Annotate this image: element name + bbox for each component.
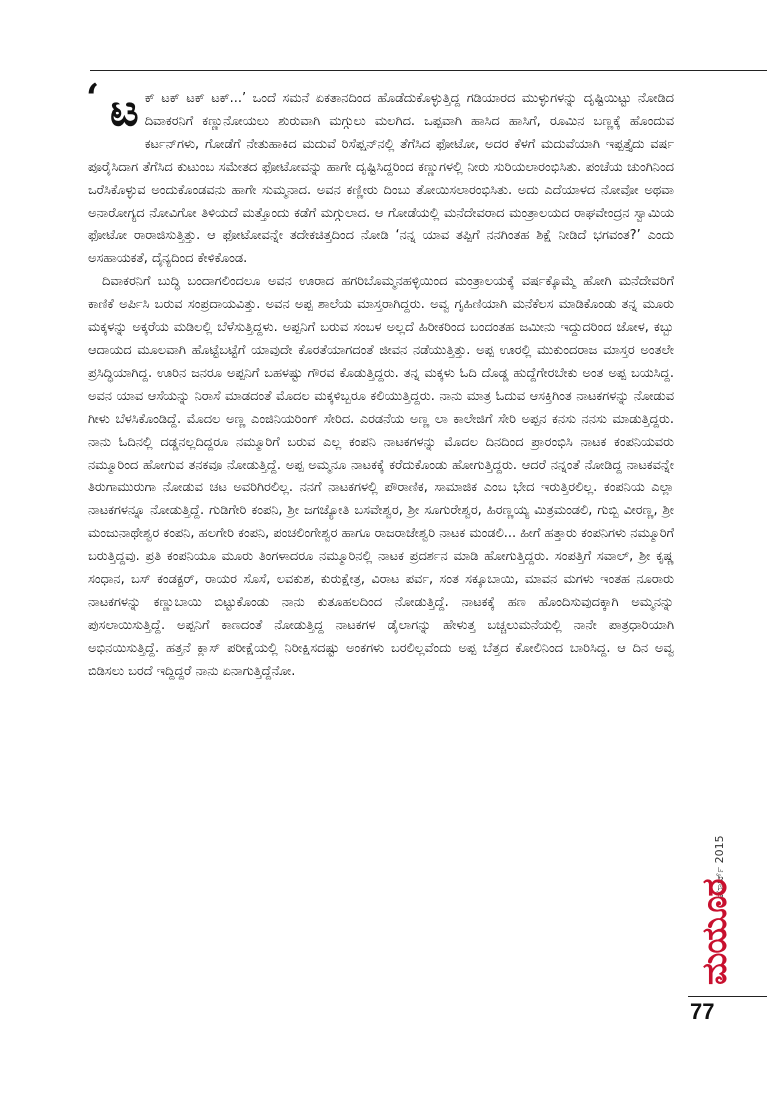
article-paragraph-1 [86,75,674,271]
article-paragraph-2: ದಿವಾಕರನಿಗೆ ಬುದ್ಧಿ ಬಂದಾಗಲಿಂದಲೂ ಅವನ ಊರಾದ ಹಗರಿಬೊಮ್ಮನಹಳ್ಳಿಯಿಂದ ಮಂತ್ರಾಲಯಕ್ಕೆ ವರ್ಷಕ್ಕೊಮ್ಮೆ ಹೋಗಿ ಮನೆದೇವರಿಗೆ ಕಾಣಿಕೆ ಅರ್ಪಿಸಿ ಬರುವ ಸಂಪ್ರದಾಯವಿತ್ತು. ಅವನ ಅಪ್ಪ ಶಾಲೆಯ ಮಾಸ್ತರಾಗಿದ್ದರು. ಅವ್ವ ಗೃಹಿಣಿಯಾಗಿ ಮನೆಕೆಲಸ ಮಾಡಿಕೊಂಡು ತನ್ನ ಮೂರು ಮಕ್ಕಳನ್ನು ಅಕ್ಕರೆಯ ಮಡಿಲಲ್ಲಿ ಬೆಳೆಸುತ್ತಿದ್ದಳು. ಅಪ್ಪನಿಗೆ ಬರುವ ಸಂಬಳ ಅಲ್ಲದೆ ಹಿರೀಕರಿಂದ ಬಂದಂತಹ ಜಮೀನು ಇದ್ದುದರಿಂದ ಜೋಳ, ಕಬ್ಬು ಆದಾಯದ ಮೂಲವಾಗಿ ಹೊಟ್ಟೆಬಟ್ಟೆಗೆ ಯಾವುದೇ ಕೊರತೆಯಾಗದಂತೆ ಜೀವನ ನಡೆಯುತ್ತಿತ್ತು. ಅಪ್ಪ ಊರಲ್ಲಿ ಮುಕುಂದರಾಜ ಮಾಸ್ತರ ಅಂತಲೇ ಪ್ರಸಿದ್ಧಿಯಾಗಿದ್ದ. ಊರಿನ ಜನರೂ ಅಪ್ಪನಿಗೆ ಬಹಳಷ್ಟು ಗೌರವ ಕೊಡುತ್ತಿದ್ದರು. ತನ್ನ ಮಕ್ಕಳು ಓದಿ ದೊಡ್ಡ ಹುದ್ದೆಗೇರಬೇಕು ಅಂತ ಅಪ್ಪ ಬಯಸಿದ್ದ. ಅವನ ಯಾವ ಆಸೆಯನ್ನು ನಿರಾಸೆ ಮಾಡದಂತೆ ಮೊದಲ ಮಕ್ಕಳಿಬ್ಬರೂ ಕಲಿಯುತ್ತಿದ್ದರು. ನಾನು ಮಾತ್ರ ಓದುವ ಆಸಕ್ತಿಗಿಂತ ನಾಟಕಗಳನ್ನು ನೋಡುವ ಗೀಳು ಬೆಳಸಿಕೊಂಡಿದ್ದೆ. ಮೊದಲ ಅಣ್ಣ ಎಂಜಿನಿಯರಿಂಗ್ ಸೇರಿದ. ಎರಡನೆಯ ಅಣ್ಣ ಲಾ ಕಾಲೇಜಿಗೆ ಸೇರಿ ಅಪ್ಪನ ಕನಸು ನನಸು ಮಾಡುತ್ತಿದ್ದರು. ನಾನು ಓದಿನಲ್ಲಿ ದಡ್ಡನಲ್ಲದಿದ್ದರೂ ನಮ್ಮೂರಿಗೆ ಬರುವ ಎಲ್ಲ ಕಂಪನಿ ನಾಟಕಗಳನ್ನು ಮೊದಲ ದಿನದಿಂದ ಪ್ರಾರಂಭಿಸಿ ನಾಟಕ ಕಂಪನಿಯವರು ನಮ್ಮೂರಿಂದ ಹೋಗುವ ತನಕವೂ ನೋಡುತ್ತಿದ್ದೆ. ಅಪ್ಪ ಅಮ್ಮನೂ ನಾಟಕಕ್ಕೆ ಕರೆದುಕೊಂಡು ಹೋಗುತ್ತಿದ್ದರು. ಆದರೆ ನನ್ನಂತೆ ನೋಡಿದ್ದ ನಾಟಕವನ್ನೇ ತಿರುಗಾಮುರುಗಾ ನೋಡುವ ಚಟ ಅವರಿಗಿರಲಿಲ್ಲ. ನನಗೆ ನಾಟಕಗಳಲ್ಲಿ ಪೌರಾಣಿಕ, ಸಾಮಾಜಿಕ ಎಂಬ ಭೇದ ಇರುತ್ತಿರಲಿಲ್ಲ. ಕಂಪನಿಯ ಎಲ್ಲಾ ನಾಟಕಗಳನ್ನೂ ನೋಡುತ್ತಿದ್ದೆ. ಗುಡಿಗೇರಿ ಕಂಪನಿ, ಶ್ರೀ ಜಗಜ್ಯೋತಿ ಬಸವೇಶ್ವರ, ಶ್ರೀ ಸೂಗುರೇಶ್ವರ, ಹಿರಣ್ಣಯ್ಯ ಮಿತ್ರಮಂಡಲಿ, ಗುಬ್ಬಿ ವೀರಣ್ಣ, ಶ್ರೀ ಮಂಜುನಾಥೇಶ್ವರ ಕಂಪನಿ, ಹಲಗೇರಿ ಕಂಪನಿ, ಪಂಚಲಿಂಗೇಶ್ವರ ಹಾಗೂ ರಾಜರಾಜೇಶ್ವರಿ ನಾಟಕ ಮಂಡಲಿ... ಹೀಗೆ ಹತ್ತಾರು ಕಂಪನಿಗಳು ನಮ್ಮೂರಿಗೆ ಬರುತ್ತಿದ್ದವು. ಪ್ರತಿ ಕಂಪನಿಯೂ ಮೂರು ತಿಂಗಳಾದರೂ ನಮ್ಮೂರಿನಲ್ಲಿ ನಾಟಕ ಪ್ರದರ್ಶನ ಮಾಡಿ ಹೋಗುತ್ತಿದ್ದರು. ಸಂಪತ್ತಿಗೆ ಸವಾಲ್, ಶ್ರೀ ಕೃಷ್ಣ ಸಂಧಾನ, ಬಸ್ ಕಂಡಕ್ಟರ್, ರಾಯರ ಸೊಸೆ, ಲವಕುಶ, ಕುರುಕ್ಷೇತ್ರ, ವಿರಾಟ ಪರ್ವ, ಸಂತ ಸಕ್ಕೂಬಾಯಿ, ಮಾವನ ಮಗಳು ಇಂತಹ ನೂರಾರು ನಾಟಕಗಳನ್ನು ಕಣ್ಣುಬಾಯಿ ಬಿಟ್ಟುಕೊಂಡು ನಾನು ಕುತೂಹಲದಿಂದ ನೋಡುತ್ತಿದ್ದೆ. ನಾಟಕಕ್ಕೆ ಹಣ ಹೊಂದಿಸುವುದಕ್ಕಾಗಿ ಅಮ್ಮನನ್ನು ಪುಸಲಾಯಿಸುತ್ತಿದ್ದೆ. ಅಪ್ಪನಿಗೆ ಕಾಣದಂತೆ ನೋಡುತ್ತಿದ್ದ ನಾಟಕಗಳ ಡೈಲಾಗನ್ನು ಹೇಳುತ್ತ ಬಚ್ಚಲುಮನೆಯಲ್ಲಿ ನಾನೇ ಪಾತ್ರಧಾರಿಯಾಗಿ ಅಭಿನಯಿಸುತ್ತಿದ್ದೆ. ಹತ್ತನೆ ಕ್ಲಾಸ್ ಪರೀಕ್ಷೆಯಲ್ಲಿ ನಿರೀಕ್ಷಿಸದಷ್ಟು ಅಂಕಗಳು ಬರಲಿಲ್ಲವೆಂದು ಅಪ್ಪ ಬೆತ್ತದ ಕೋಲಿನಿಂದ ಬಾರಿಸಿದ್ದ. ಆ ದಿನ ಅವ್ವ ಬಿಡಿಸಲು ಬರದೆ ಇದ್ದಿದ್ದರೆ ನಾನು ಏನಾಗುತ್ತಿದ್ದೆನೋ. [88,274,674,679]
page-number: 77 [690,999,715,1024]
footer-rule [688,996,767,997]
issue-date: ಮಾರ್ಚ್ 2015 [713,835,726,898]
drop-cap: ಟ [110,85,139,136]
article-body [86,75,674,684]
article-paragraph-1-text: ಕ್ ಟಕ್ ಟಕ್ ಟಕ್...’ ಒಂದೆ ಸಮನೆ ಏಕತಾನದಿಂದ ಹೊಡೆದುಕೊಳ್ಳುತ್ತಿದ್ದ ಗಡಿಯಾರದ ಮುಳ್ಳುಗಳನ್ನು ದೃಷ್ಟಿಯಿಟ್ಟು ನೋಡಿದ ದಿವಾಕರನಿಗೆ ಕಣ್ಣುನೋಯಲು ಶುರುವಾಗಿ ಮಗ್ಗುಲು ಮಲಗಿದ. ಒಪ್ಪವಾಗಿ ಹಾಸಿದ ಹಾಸಿಗೆ, ರೂಮಿನ ಬಣ್ಣಕ್ಕೆ ಹೊಂದುವ ಕರ್ಟನ್‌ಗಳು, ಗೋಡೆಗೆ ನೇತುಹಾಕಿದ ಮದುವೆ ರಿಸೆಪ್ಷನ್‌ನಲ್ಲಿ ತೆಗೆಸಿದ ಫೋಟೋ, ಅದರ ಕೆಳಗೆ ಮದುವೆಯಾಗಿ ಇಪ್ಪತ್ತೈದು ವರ್ಷ ಪೂರೈಸಿದಾಗ ತೆಗೆಸಿದ ಕುಟುಂಬ ಸಮೇತದ ಫೋಟೋವನ್ನು ಹಾಗೇ ದೃಷ್ಟಿಸಿದ್ದರಿಂದ ಕಣ್ಣುಗಳಲ್ಲಿ ನೀರು ಸುರಿಯಲಾರಂಭಿಸಿತು. ಪಂಚೆಯ ಚುಂಗಿನಿಂದ ಒರೆಸಿಕೊಳ್ಳುವ ಅಂದುಕೊಂಡವನು ಹಾಗೇ ಸುಮ್ಮನಾದ. ಅವನ ಕಣ್ಣೀರು ದಿಂಬು ತೋಯಿಸಲಾರಂಭಿಸಿತು. ಅದು ಎದೆಯಾಳದ ನೋವೋ ಅಥವಾ ಅನಾರೋಗ್ಯದ ನೋವಿಗೋ ತಿಳಿಯದೆ ಮತ್ತೊಂದು ಕಡೆಗೆ ಮಗ್ಗುಲಾದ. ಆ ಗೋಡೆಯಲ್ಲಿ ಮನೆದೇವರಾದ ಮಂತ್ರಾಲಯದ ರಾಘವೇಂದ್ರನ ಸ್ವಾಮಿಯ ಫೋಟೋ ರಾರಾಜಿಸುತ್ತಿತ್ತು. ಆ ಫೋಟೋವನ್ನೇ ತದೇಕಚಿತ್ತದಿಂದ ನೋಡಿ ‘ನನ್ನ ಯಾವ ತಪ್ಪಿಗೆ ನನಗಿಂತಹ ಶಿಕ್ಷೆ ನೀಡಿದೆ ಭಗವಂತ?’ ಎಂದು ಅಸಹಾಯಕತೆ, ದೈನ್ಯದಿಂದ ಕೇಳಿಕೊಂಡ. [88,91,674,267]
opening-quote-mark: ‘ [86,75,100,120]
magazine-brand-logo: ಮಯೂರ [695,879,735,985]
top-rule [90,70,767,71]
